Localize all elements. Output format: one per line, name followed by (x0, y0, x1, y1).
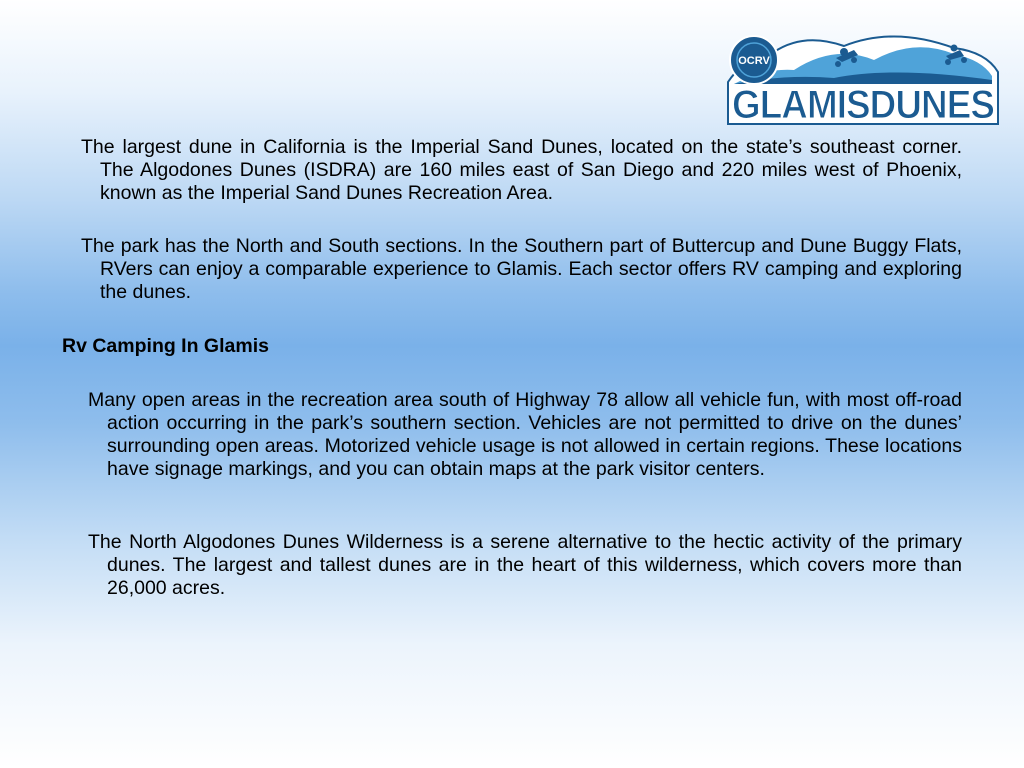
park-sections-paragraph: The park has the North and South sections. In the Southern part of Buttercup and Dune Buggy Flats, RVers can enjoy a comparable experience to Glamis. Each sector offers RV camping and exploring the dunes. (81, 235, 962, 303)
ocrv-seal-icon (730, 36, 778, 84)
svg-text:OCRV: OCRV (738, 55, 770, 67)
svg-text:GLAMISDUNES: GLAMISDUNES (732, 83, 995, 127)
open-areas-paragraph: Many open areas in the recreation area south of Highway 78 allow all vehicle fun, with most off-road action occurring in the park’s southern section. Vehicles are not permitted to drive on the dunes’ surrounding open areas. Motorized vehicle usage is not allowed in certain regions. These locations have signage markings, and you can obtain maps at the park visitor centers. (88, 389, 962, 480)
intro-paragraph: The largest dune in California is the Imperial Sand Dunes, located on the state’s southeast corner. The Algodones Dunes (ISDRA) are 160 miles east of San Diego and 220 miles west of Phoenix, known as the Imperial Sand Dunes Recreation Area. (81, 136, 962, 204)
section-heading: Rv Camping In Glamis (62, 335, 269, 357)
wilderness-paragraph: The North Algodones Dunes Wilderness is a serene alternative to the hectic activity of the primary dunes. The largest and tallest dunes are in the heart of this wilderness, which covers more than 26,000 acres. (88, 531, 962, 599)
glamis-dunes-logo (724, 22, 1002, 128)
